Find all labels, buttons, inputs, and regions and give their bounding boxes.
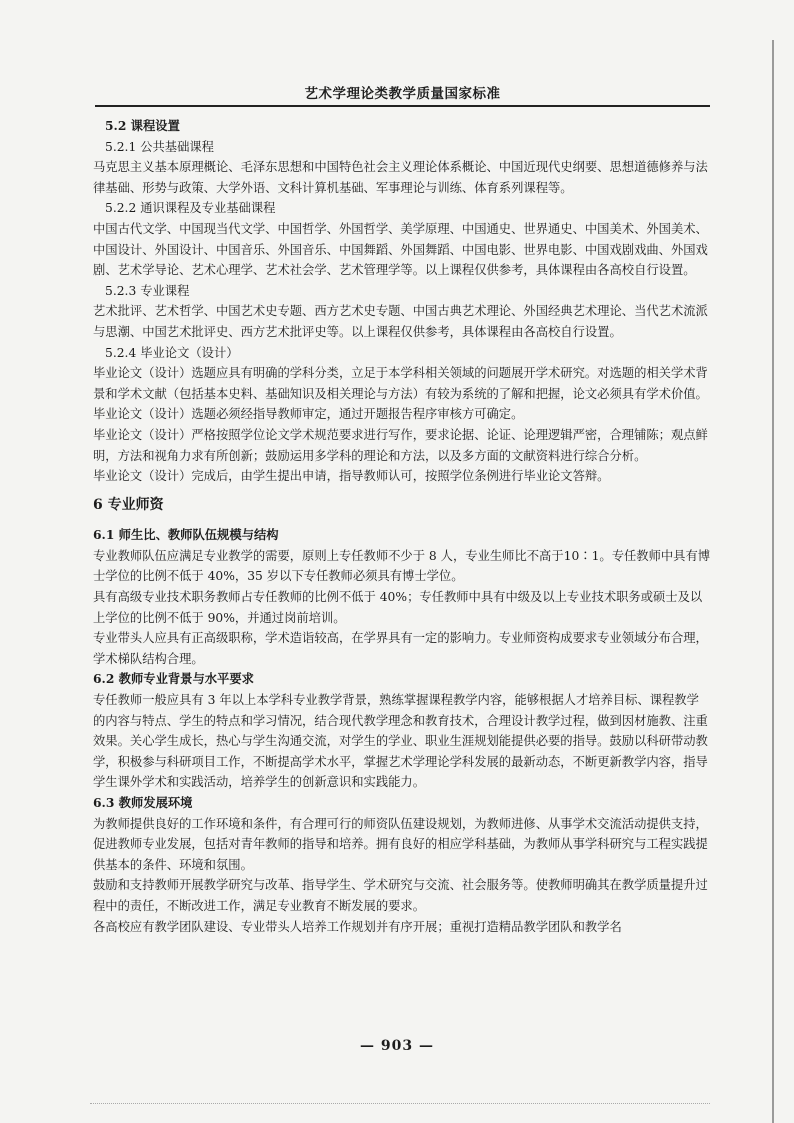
paragraph: 专任教师一般应具有 3 年以上本学科专业教学背景，熟练掌握课程教学内容，能够根据人才培养目标、课程教学的内容与特点、学生的特点和学习情况，结合现代教学理念和教育技术，合理设计教学过程，做到因材施教、注重效果。关心学生成长，热心与学生沟通交流，对学生的学业、职业生涯规划能提供必要的指导。鼓励以科研带动教学，积极参与科研项目工作，不断提高学术水平，掌握艺术学理论学科发展的最新动态，不断更新教学内容，指导学生课外学术和实践活动，培养学生的创新意识和实践能力。: [93, 693, 708, 790]
section-5-2-3-heading: 5.2.3 专业课程: [105, 283, 190, 298]
page-edge: [772, 40, 774, 1123]
paragraph: 专业教师队伍应满足专业教学的需要，原则上专任教师不少于 8 人，专业生师比不高于10∶1。专任教师中具有博士学位的比例不低于 40%，35 岁以下专任教师必须具有博士学位。: [93, 548, 711, 584]
paragraph: 各高校应有教学团队建设、专业带头人培养工作规划并有序开展；重视打造精品教学团队和教学名: [93, 919, 622, 934]
paragraph: 艺术批评、艺术哲学、中国艺术史专题、西方艺术史专题、中国古典艺术理论、外国经典艺术理论、当代艺术流派与思潮、中国艺术批评史、西方艺术批评史等。以上课程仅供参考，具体课程由各高校自行设置。: [93, 304, 708, 339]
paragraph: 马克思主义基本原理概论、毛泽东思想和中国特色社会主义理论体系概论、中国近现代史纲要、思想道德修养与法律基础、形势与政策、大学外语、文科计算机基础、军事理论与训练、体育系列课程等。: [93, 160, 708, 195]
section-5-2-2-heading: 5.2.2 通识课程及专业基础课程: [105, 201, 276, 216]
section-5-2-1-heading: 5.2.1 公共基础课程: [105, 139, 214, 154]
running-header: 艺术学理论类教学质量国家标准: [304, 86, 501, 102]
paragraph: 毕业论文（设计）严格按照学位论文学术规范要求进行写作，要求论据、论证、论理逻辑严密，合理铺陈；观点鲜明，方法和视角力求有所创新；鼓励运用多学科的理论和方法，以及多方面的文献资料进行综合分析。: [93, 427, 708, 463]
paragraph: 中国古代文学、中国现当代文学、中国哲学、外国哲学、美学原理、中国通史、世界通史、中国美术、外国美术、中国设计、外国设计、中国音乐、外国音乐、中国舞蹈、外国舞蹈、中国电影、世界电影、中国戏剧戏曲、外国戏剧、艺术学导论、艺术心理学、艺术社会学、艺术管理学等。以上课程仅供参考，具体课程由各高校自行设置。: [93, 221, 708, 278]
section-6-heading: 6 专业师资: [93, 496, 164, 513]
section-6-1-heading: 6.1 师生比、教师队伍规模与结构: [93, 527, 279, 543]
page-number: — 903 —: [360, 1038, 434, 1054]
paragraph: 毕业论文（设计）完成后，由学生提出申请，指导教师认可，按照学位条例进行毕业论文答辩。: [93, 469, 610, 484]
paragraph: 具有高级专业技术职务教师占专任教师的比例不低于 40%；专任教师中具有中级及以上专业技术职务或硕士及以上学位的比例不低于 90%，并通过岗前培训。: [93, 590, 703, 625]
section-5-2-heading: 5.2 课程设置: [105, 118, 180, 133]
paragraph: 毕业论文（设计）选题应具有明确的学科分类，立足于本学科相关领域的问题展开学术研究。对选题的相关学术背景和学术文献（包括基本史料、基础知识及相关理论与方法）有较为系统的了解和把握，论文必须具有学术价值。毕业论文（设计）选题必须经指导教师审定，通过开题报告程序审核方可确定。: [93, 366, 708, 422]
paragraph: 鼓励和支持教师开展教学研究与改革、指导学生、学术研究与交流、社会服务等。使教师明确其在教学质量提升过程中的责任，不断改进工作，满足专业教育不断发展的要求。: [93, 878, 708, 913]
paragraph: 为教师提供良好的工作环境和条件，有合理可行的师资队伍建设规划，为教师进修、从事学术交流活动提供支持，促进教师专业发展，包括对青年教师的指导和培养。拥有良好的相应学科基础，为教师从事学科研究与工程实践提供基本的条件、环境和氛围。: [93, 816, 708, 872]
section-6-3-heading: 6.3 教师发展环境: [93, 795, 193, 810]
footer-dots: [90, 1103, 710, 1106]
paragraph: 专业带头人应具有正高级职称，学术造诣较高，在学界具有一定的影响力。专业师资构成要求专业领域分布合理，学术梯队结构合理。: [93, 631, 708, 666]
section-6-2-heading: 6.2 教师专业背景与水平要求: [93, 671, 254, 687]
header-rule: [95, 105, 710, 107]
page-body: [93, 116, 711, 937]
section-5-2-4-heading: 5.2.4 毕业论文（设计）: [105, 345, 239, 360]
